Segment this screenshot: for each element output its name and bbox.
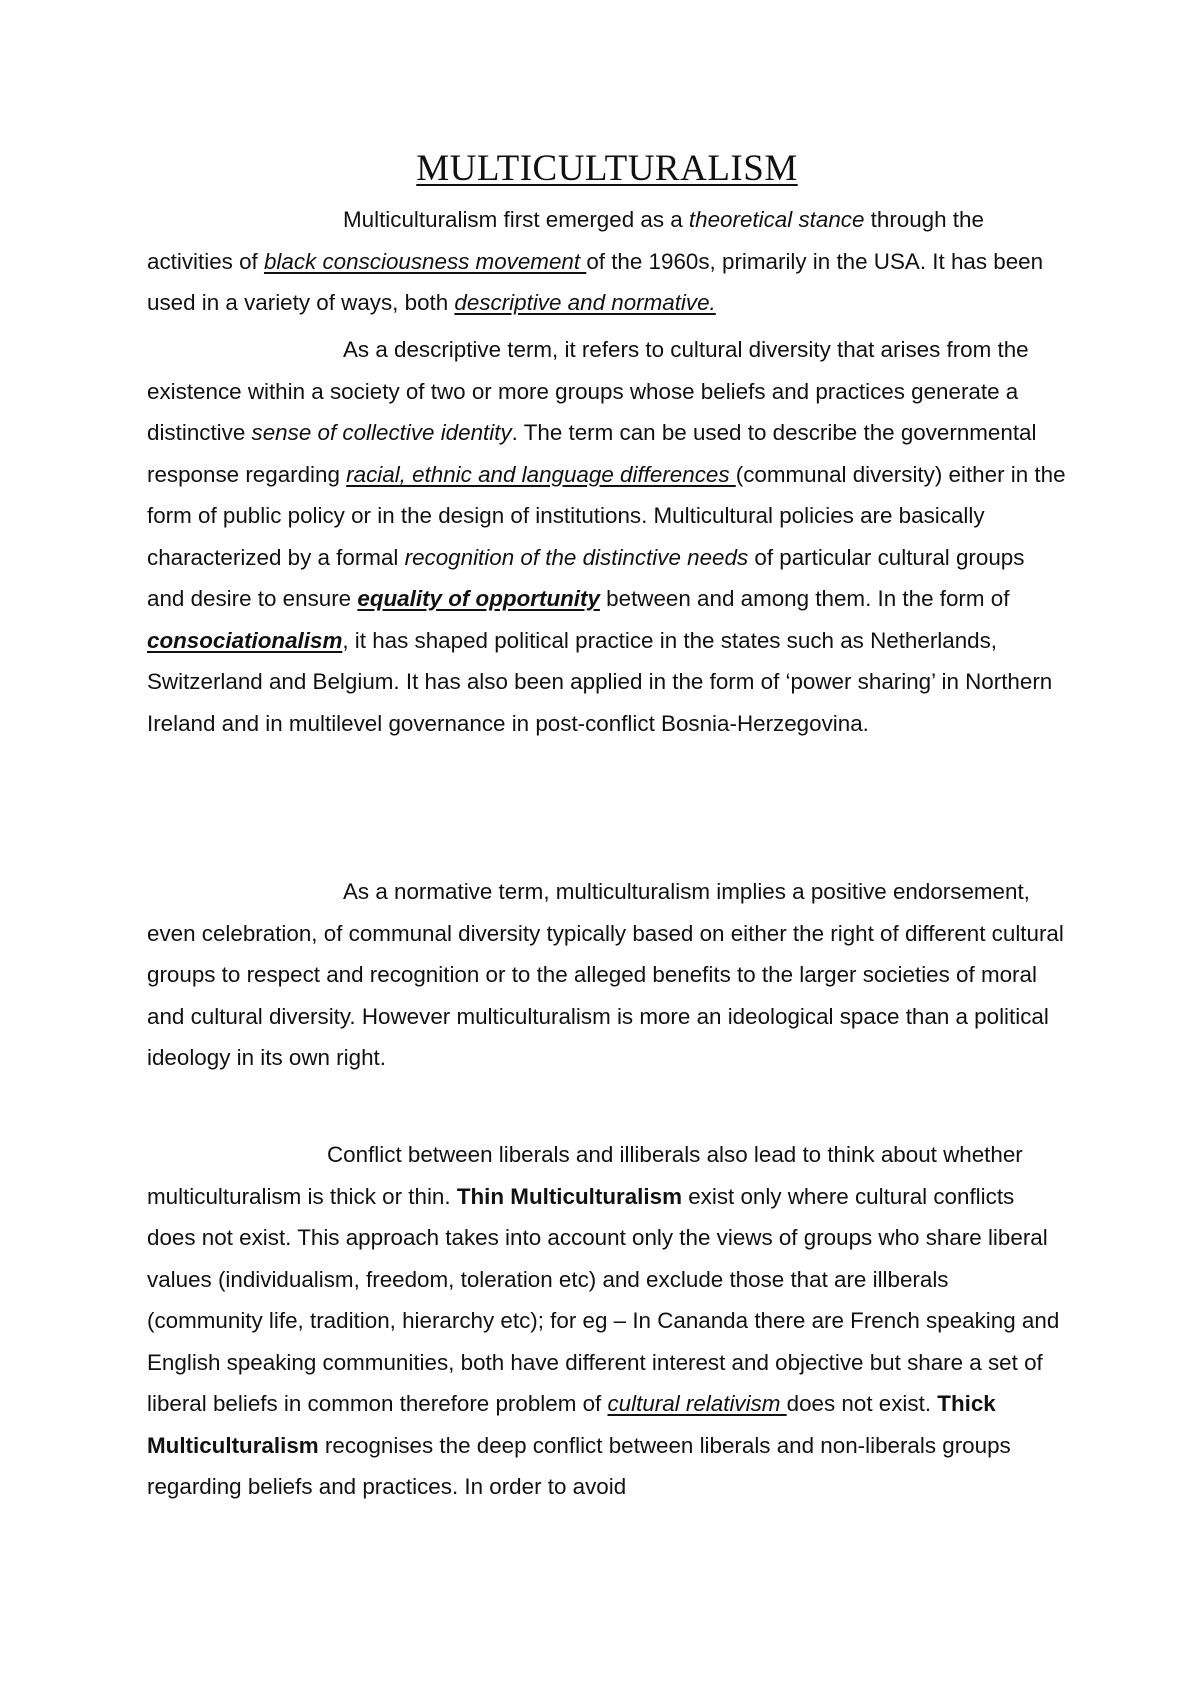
emphasis-racial-ethnic-language: racial, ethnic and language differences <box>346 461 736 487</box>
emphasis-black-consciousness: black consciousness movement <box>263 248 587 274</box>
emphasis-equality-of-opportunity: equality of opportunity <box>357 586 600 611</box>
document-page <box>147 0 1067 1696</box>
emphasis-collective-identity: sense of collective identity <box>251 420 512 445</box>
emphasis-distinctive-needs: recognition of the distinctive needs <box>404 544 749 570</box>
document-title: MULTICULTURALISM <box>416 148 798 189</box>
paragraph-descriptive-term: As a descriptive term, it refers to cultural diversity that arises from the existence within a society of two or more groups whose beliefs and practices generate a distinctive sense of collective identity. The term can be used to describe the governmental response regarding racial, ethnic and language differences (communal diversity) either in the form of public policy or in the design of institutions. Multicultural policies are basically characterized by a formal recognition of the distinctive needs of particular cultural groups and desire to ensure equality of opportunity between and among them. In the form of consociationalism, it has shaped political practice in the states such as Netherlands, Switzerland and Belgium. It has also been applied in the form of ‘power sharing’ in Northern Ireland and in multilevel governance in post-conflict Bosnia-Herzegovina. <box>147 337 1066 736</box>
emphasis-consociationalism: consociationalism <box>147 627 343 653</box>
emphasis-theoretical-stance: theoretical stance <box>688 207 865 232</box>
term-thin-multiculturalism: Thin Multiculturalism <box>456 1183 682 1209</box>
emphasis-descriptive-normative: descriptive and normative. <box>454 290 716 315</box>
paragraph-origins: Multiculturalism first emerged as a theoretical stance through the activities of black consciousness movement of the 1960s, primarily in the USA. It has been used in a variety of ways, both descriptive and normative. <box>147 207 1044 315</box>
paragraph-normative-term: As a normative term, multiculturalism implies a positive endorsement, even celebration, of communal diversity typically based on either the right of different cultural groups to respect and recognition or to the alleged benefits to the larger societies of moral and cultural diversity. However multiculturalism is more an ideological space than a political ideology in its own right. <box>147 879 1064 1070</box>
paragraph-thin-thick: Conflict between liberals and illiberals also lead to think about whether multiculturalism is thick or thin. Thin Multiculturalism exist only where cultural conflicts does not exist. This approach takes into account only the views of groups who share liberal values (individualism, freedom, toleration etc) and exclude those that are illberals (community life, tradition, hierarchy etc); for eg – In Cananda there are French speaking and English speaking communities, both have different interest and objective but share a set of liberal beliefs in common therefore problem of cultural relativism does not exist. Thick Multiculturalism recognises the deep conflict between liberals and non-liberals groups regarding beliefs and practices. In order to avoid <box>147 1142 1060 1499</box>
term-thick-multiculturalism: Thick Multiculturalism <box>147 1391 996 1458</box>
emphasis-cultural-relativism: cultural relativism <box>607 1391 787 1416</box>
